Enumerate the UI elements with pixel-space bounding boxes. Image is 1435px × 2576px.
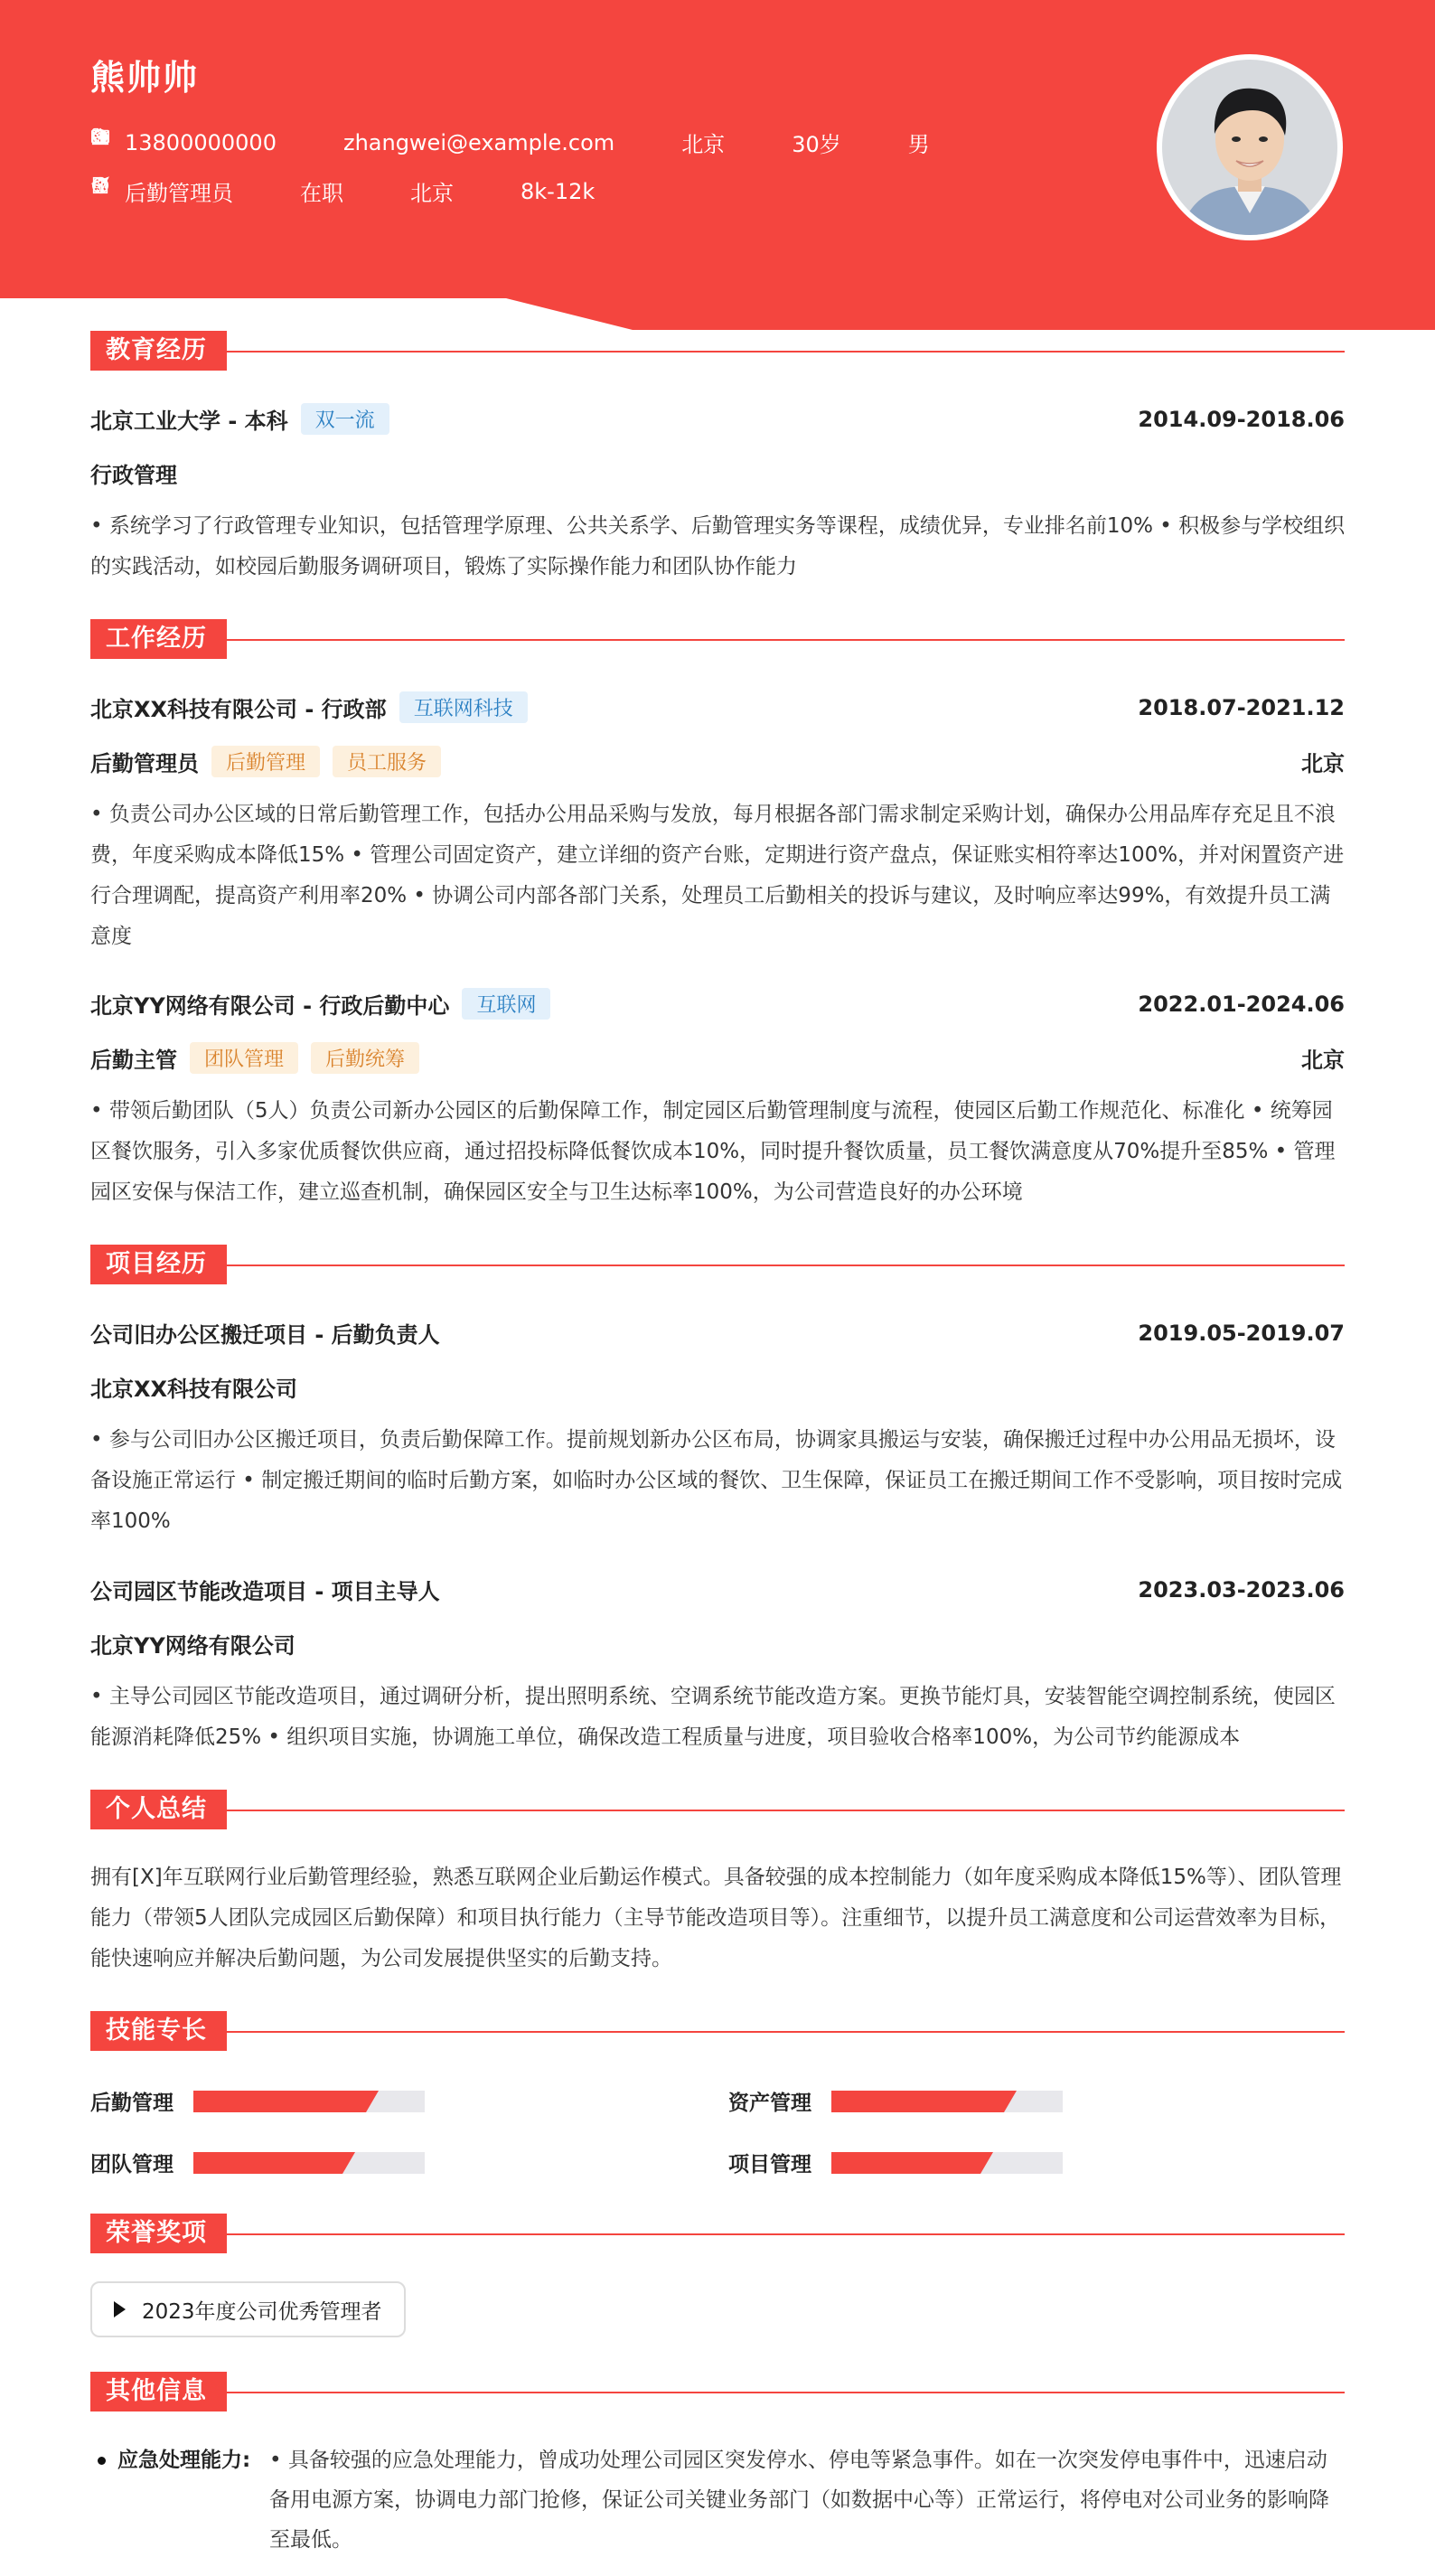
skill-name: 团队管理 [90,2153,174,2176]
education-date: 2014.09-2018.06 [1138,406,1345,432]
skill-name: 资产管理 [728,2092,811,2115]
section-divider [217,1264,1345,1266]
avatar [1157,54,1343,240]
school-name: 北京工业大学 - 本科 [90,409,288,434]
company-name: 北京XX科技有限公司 - 行政部 [90,697,387,722]
building-icon [376,181,398,202]
gender-text: 男 [907,132,930,157]
work-city: 北京 [1301,1048,1345,1073]
school-tag: 双一流 [301,403,389,435]
gender-item [874,127,930,158]
project-company-row [90,1371,1345,1403]
skill-bar [831,2152,1063,2174]
work-section-header [90,619,1345,659]
gender-icon [874,132,896,154]
project-title: 公司旧办公区搬迁项目 - 后勤负责人 [90,1322,440,1348]
contact-row [90,127,962,158]
skill-bar-fill [831,2091,1004,2112]
work-company-row [90,691,1345,723]
other-key: 应急处理能力: [117,2449,251,2472]
skill-bar-fill [831,2152,980,2174]
skill-tag: 团队管理 [190,1042,298,1074]
section-divider [217,639,1345,641]
resume-header [0,0,1435,330]
project-date: 2019.05-2019.07 [1138,1320,1345,1346]
home-icon [647,132,669,154]
mail-icon [309,132,331,154]
skill-name: 后勤管理 [90,2092,174,2115]
skill-item [728,2148,1063,2177]
status-text: 在职 [300,181,343,206]
honors-title: 荣誉奖项 [90,2214,222,2253]
skill-name: 项目管理 [728,2153,811,2176]
salary-text: 8k-12k [521,178,596,204]
skill-item [90,2086,425,2116]
project-title: 公司园区节能改造项目 - 项目主导人 [90,1579,440,1604]
project-company: 北京YY网络有限公司 [90,1633,295,1659]
age-item [757,127,841,158]
status-item [266,175,343,207]
city-item [647,127,725,158]
projects-section-header [90,1245,1345,1284]
section-divider [217,351,1345,353]
industry-tag: 互联网 [462,988,550,1020]
age-icon [757,132,779,154]
projects-title: 项目经历 [90,1245,222,1284]
education-row [90,403,1345,435]
major: 行政管理 [90,463,177,488]
job-title-text: 后勤管理员 [125,181,233,206]
intent-row [90,175,627,207]
project-description: • 主导公司园区节能改造项目，通过调研分析，提出照明系统、空调系统节能改造方案。更换节能灯具，安装智能空调控制系统，使园区能源消耗降低25% • 组织项目实施，协调施工单位，确保改造工程质量与进度，项目验收合格率100%，为公司节约能源成本 [90,1685,1336,1749]
job-title-item [90,175,233,207]
work-role-row [90,746,1345,777]
candidate-name: 熊帅帅 [90,58,200,98]
phone-text: 13800000000 [125,129,277,155]
skill-bar [831,2091,1063,2112]
major-row [90,457,1345,489]
education-title: 教育经历 [90,331,222,371]
work-title: 工作经历 [90,619,222,659]
other-section-header [90,2372,1345,2411]
honors-section-header [90,2214,1345,2253]
skill-tag: 后勤管理 [211,746,320,777]
section-divider [217,1810,1345,1811]
award-text: 2023年度公司优秀管理者 [142,2299,382,2324]
email-item [309,130,614,155]
skill-bar-fill [193,2091,366,2112]
project-date: 2023.03-2023.06 [1138,1576,1345,1603]
skills-section-header [90,2011,1345,2051]
education-section-header [90,331,1345,371]
salary-icon [486,181,508,202]
work-description: • 负责公司办公区域的日常后勤管理工作，包括办公用品采购与发放，每月根据各部门需求制定采购计划，确保办公用品库存充足且不浪费，年度采购成本降低15% • 管理公司固定资产，建立详细的资产台账，定期进行资产盘点，保证账实相符率达100%，并对闲置资产进行合理调配，提高资产利用率20% • 协调公司内部各部门关系，处理员工后勤相关的投诉与建议，及时响应率达99%，有效提升员工满意度 [90,803,1345,948]
role: 后勤主管 [90,1048,177,1073]
project-description: • 参与公司旧办公区搬迁项目，负责后勤保障工作。提前规划新办公区布局，协调家具搬运与安装，确保搬迁过程中办公用品无损坏，设备设施正常运行 • 制定搬迁期间的临时后勤方案，如临时办公区域的餐饮、卫生保障，保证员工在搬迁期间工作不受影响，项目按时完成率100% [90,1428,1343,1533]
city-text: 北京 [681,132,726,157]
project-title-row [90,1574,1345,1605]
bullet-dot [98,2457,106,2465]
project-company-row [90,1628,1345,1659]
role: 后勤管理员 [90,751,199,776]
skill-item [90,2148,425,2177]
project-company: 北京XX科技有限公司 [90,1377,298,1402]
work-city: 北京 [1301,751,1345,776]
skill-bar [193,2091,425,2112]
award-item[interactable] [90,2281,406,2337]
status-icon [266,181,287,202]
phone-item [90,130,277,155]
target-city-text: 北京 [410,181,454,206]
skill-bar-fill [193,2152,342,2174]
skill-bar [193,2152,425,2174]
skills-title: 技能专长 [90,2011,222,2051]
other-title: 其他信息 [90,2372,222,2411]
work-company-row [90,988,1345,1020]
project-title-row [90,1317,1345,1349]
section-divider [217,2233,1345,2235]
section-divider [217,2031,1345,2033]
age-text: 30岁 [792,132,841,157]
work-role-row [90,1042,1345,1074]
summary-title: 个人总结 [90,1790,222,1829]
skill-tag: 员工服务 [333,746,441,777]
industry-tag: 互联网科技 [399,691,528,723]
target-city-item [376,175,454,207]
summary-section-header [90,1790,1345,1829]
education-description: • 系统学习了行政管理专业知识，包括管理学原理、公共关系学、后勤管理实务等课程，成绩优异，专业排名前10% • 积极参与学校组织的实践活动，如校园后勤服务调研项目，锻炼了实际操作能力和团队协作能力 [90,514,1346,578]
company-name: 北京YY网络有限公司 - 行政后勤中心 [90,993,450,1019]
salary-item [486,179,595,204]
skill-tag: 后勤统筹 [311,1042,419,1074]
work-date: 2018.07-2021.12 [1138,694,1345,720]
work-date: 2022.01-2024.06 [1138,991,1345,1017]
summary-text: 拥有[X]年互联网行业后勤管理经验，熟悉互联网企业后勤运作模式。具备较强的成本控制能力（如年度采购成本降低15%等）、团队管理能力（带领5人团队完成园区后勤保障）和项目执行能力（主导节能改造项目等）。注重细节，以提升员工满意度和公司运营效率为目标，能快速响应并解决后勤问题，为公司发展提供坚实的后勤支持。 [90,1866,1342,1970]
work-description: • 带领后勤团队（5人）负责公司新办公园区的后勤保障工作，制定园区后勤管理制度与流程，使园区后勤工作规范化、标准化 • 统筹园区餐饮服务，引入多家优质餐饮供应商，通过招投标降低餐饮成本10%，同时提升餐饮质量，员工餐饮满意度从70%提升至85% • 管理园区安保与保洁工作，建立巡查机制，确保园区安全与卫生达标率100%，为公司营造良好的办公环境 [90,1099,1336,1204]
section-divider [217,2392,1345,2393]
skill-item [728,2086,1063,2116]
expand-triangle-icon [114,2301,126,2317]
email-text: zhangwei@example.com [342,129,615,155]
other-value: • 具备较强的应急处理能力，曾成功处理公司园区突发停水、停电等紧急事件。如在一次突发停电事件中，迅速启动备用电源方案，协调电力部门抢修，保证公司关键业务部门（如数据中心等）正常运行，将停电对公司业务的影响降至最低。 [269,2449,1329,2552]
